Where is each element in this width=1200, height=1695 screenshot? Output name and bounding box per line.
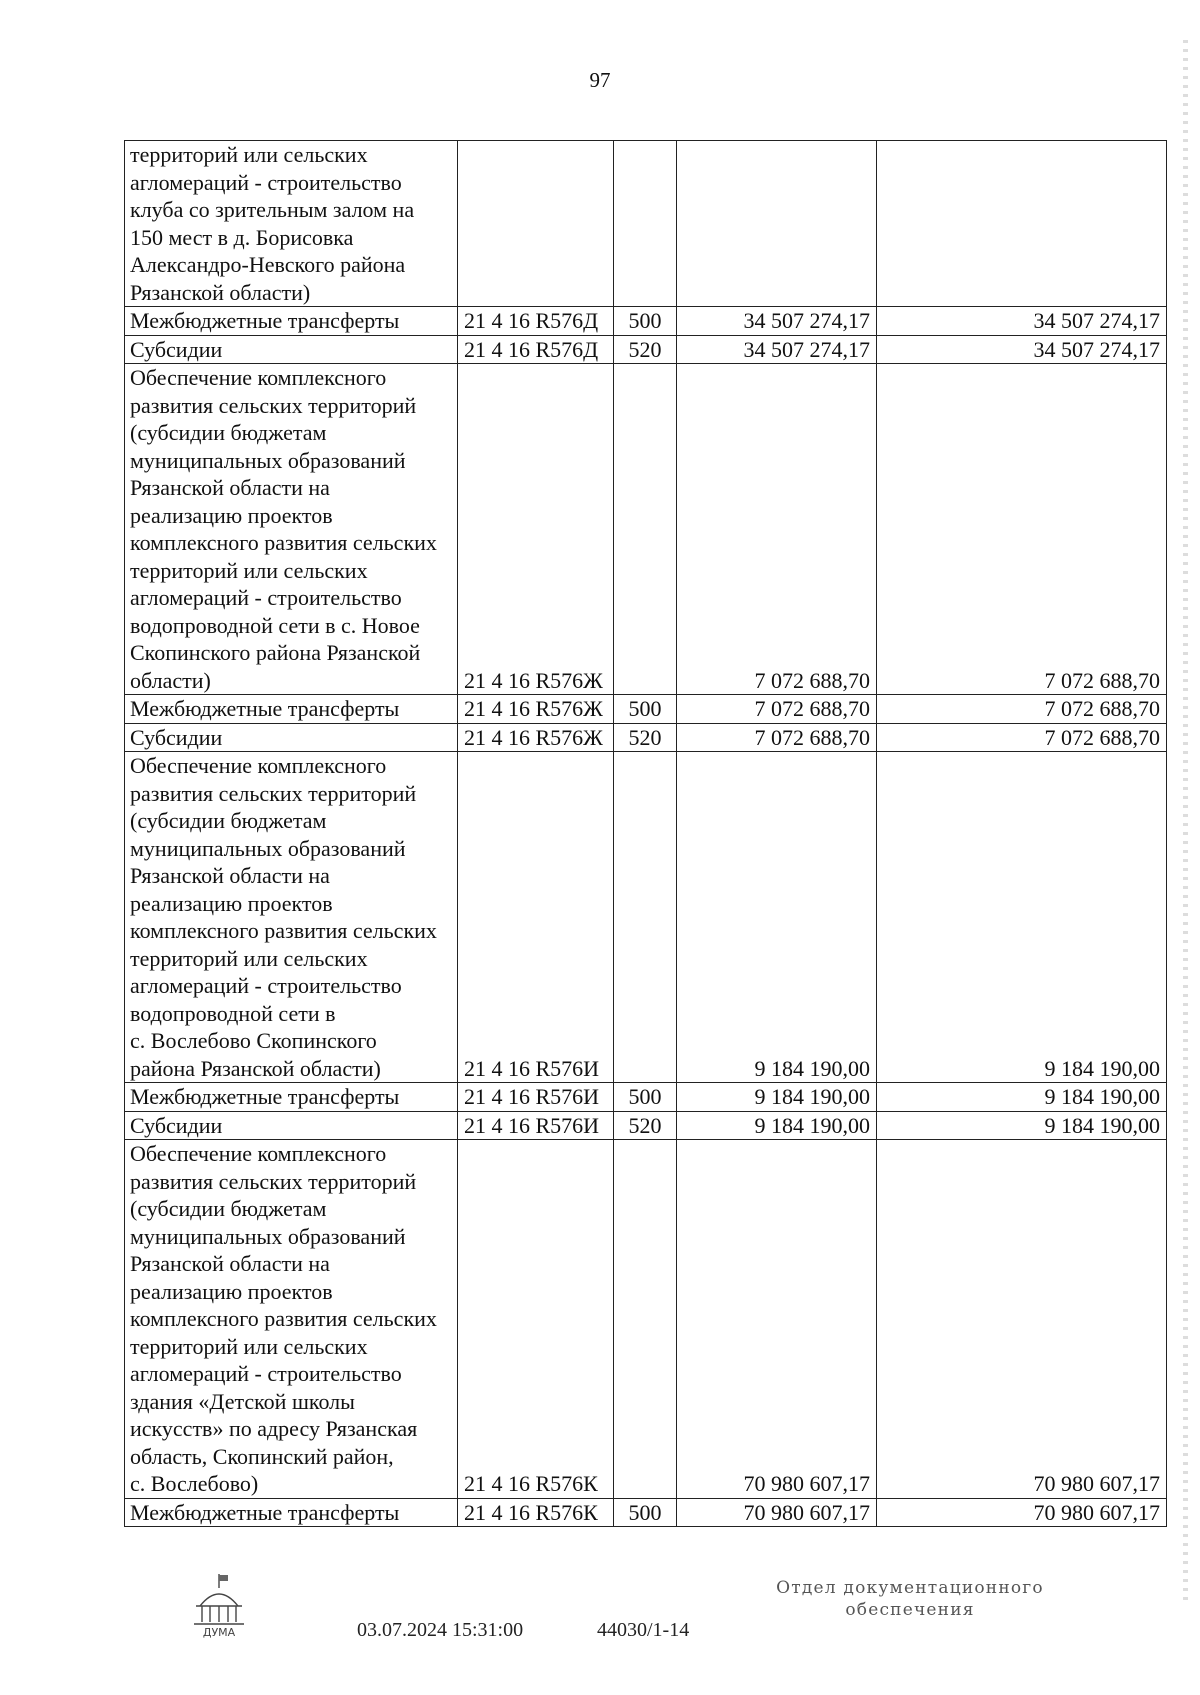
target-code-cell: 21 4 16 R576К	[458, 1140, 614, 1499]
row-name-line: муниципальных образований	[130, 447, 406, 473]
row-name-line: развития сельских территорий	[130, 1168, 417, 1194]
row-name-line: агломераций - строительство	[130, 169, 402, 195]
stamp-line-1: Отдел документационного	[776, 1578, 1044, 1598]
expense-type-cell: 500	[614, 1083, 677, 1112]
row-name-line: Рязанской области)	[130, 279, 311, 305]
table-row	[125, 1498, 1167, 1527]
table-row	[125, 141, 1167, 307]
amount-cell-approved: 70 980 607,17	[877, 1498, 1167, 1527]
amount-cell-approved: 7 072 688,70	[877, 695, 1167, 724]
expense-type-cell: 520	[614, 1111, 677, 1140]
row-name-line: искусств» по адресу Рязанская	[130, 1416, 418, 1441]
row-name-line: 150 мест в д. Борисовка	[130, 224, 354, 250]
target-code-cell: 21 4 16 R576Ж	[458, 695, 614, 724]
duma-logo	[188, 1572, 250, 1642]
row-name-line: агломераций - строительство	[130, 973, 402, 998]
row-name-line: территорий или сельских	[130, 557, 368, 583]
row-name-line: Рязанской области на	[130, 475, 330, 500]
target-code-cell: 21 4 16 R576Д	[458, 307, 614, 336]
table-row	[125, 752, 1167, 1083]
table-row	[125, 1111, 1167, 1140]
expense-type-cell: 500	[614, 695, 677, 724]
row-name-line: с. Вослебово)	[130, 1471, 259, 1496]
table-row	[125, 1140, 1167, 1499]
amount-cell: 70 980 607,17	[677, 1498, 877, 1527]
row-name-line: области)	[130, 667, 211, 693]
row-name-line: Субсидии	[130, 336, 223, 362]
row-name-line: агломераций - строительство	[130, 1361, 402, 1386]
row-name-line: комплексного развития сельских	[130, 918, 437, 943]
amount-cell-approved: 70 980 607,17	[877, 1140, 1167, 1499]
stamp-line-2: обеспечения	[845, 1600, 975, 1620]
row-name-line: (субсидии бюджетам	[130, 1196, 327, 1221]
table-row	[125, 364, 1167, 695]
row-name-cell	[125, 1083, 458, 1112]
amount-cell: 9 184 190,00	[677, 1083, 877, 1112]
row-name-line: Субсидии	[130, 1112, 223, 1138]
target-code-cell: 21 4 16 R576И	[458, 1111, 614, 1140]
table-row	[125, 1083, 1167, 1112]
row-name-line: развития сельских территорий	[130, 780, 417, 806]
table-row	[125, 695, 1167, 724]
expense-type-cell	[614, 752, 677, 1083]
row-name-line: Рязанской области на	[130, 1251, 330, 1276]
amount-cell	[677, 141, 877, 307]
row-name-line: реализацию проектов	[130, 1278, 333, 1304]
expense-type-cell	[614, 1140, 677, 1499]
row-name-line: Рязанской области на	[130, 863, 330, 888]
amount-cell: 7 072 688,70	[677, 364, 877, 695]
amount-cell-approved: 9 184 190,00	[877, 752, 1167, 1083]
amount-cell-approved: 34 507 274,17	[877, 335, 1167, 364]
amount-cell: 7 072 688,70	[677, 723, 877, 752]
amount-cell-approved: 34 507 274,17	[877, 307, 1167, 336]
amount-cell-approved: 7 072 688,70	[877, 723, 1167, 752]
department-stamp	[740, 1577, 1080, 1621]
row-name-line: территорий или сельских	[130, 142, 368, 167]
amount-cell: 34 507 274,17	[677, 335, 877, 364]
row-name-line: Межбюджетные трансферты	[130, 308, 400, 333]
target-code-cell: 21 4 16 R576И	[458, 752, 614, 1083]
target-code-cell: 21 4 16 R576К	[458, 1498, 614, 1527]
row-name-line: Скопинского района Рязанской	[130, 640, 421, 665]
amount-cell: 34 507 274,17	[677, 307, 877, 336]
row-name-line: территорий или сельских	[130, 1333, 368, 1359]
row-name-line: комплексного развития сельских	[130, 1306, 437, 1331]
budget-table	[124, 140, 1167, 1527]
row-name-line: комплексного развития сельских	[130, 530, 437, 555]
target-code-cell: 21 4 16 R576Ж	[458, 364, 614, 695]
amount-cell: 7 072 688,70	[677, 695, 877, 724]
row-name-line: развития сельских территорий	[130, 392, 417, 418]
table-row	[125, 307, 1167, 336]
row-name-line: Александро-Невского района	[130, 252, 406, 277]
row-name-line: водопроводной сети в	[130, 1000, 336, 1026]
amount-cell-approved: 7 072 688,70	[877, 364, 1167, 695]
row-name-line: водопроводной сети в с. Новое	[130, 612, 420, 638]
amount-cell-approved	[877, 141, 1167, 307]
row-name-line: Субсидии	[130, 724, 223, 750]
amount-cell-approved: 9 184 190,00	[877, 1083, 1167, 1112]
expense-type-cell: 520	[614, 723, 677, 752]
table-row	[125, 723, 1167, 752]
row-name-cell	[125, 307, 458, 336]
row-name-line: (субсидии бюджетам	[130, 420, 327, 445]
row-name-cell	[125, 1140, 458, 1499]
amount-cell: 70 980 607,17	[677, 1140, 877, 1499]
row-name-line: агломераций - строительство	[130, 585, 402, 610]
expense-type-cell	[614, 364, 677, 695]
row-name-line: с. Вослебово Скопинского	[130, 1028, 377, 1053]
row-name-line: клуба со зрительным залом на	[130, 197, 415, 222]
row-name-line: территорий или сельских	[130, 945, 368, 971]
row-name-line: района Рязанской области)	[130, 1055, 381, 1081]
row-name-cell	[125, 695, 458, 724]
expense-type-cell: 520	[614, 335, 677, 364]
target-code-cell: 21 4 16 R576Ж	[458, 723, 614, 752]
row-name-line: муниципальных образований	[130, 1223, 406, 1249]
row-name-cell	[125, 335, 458, 364]
row-name-cell	[125, 752, 458, 1083]
target-code-cell	[458, 141, 614, 307]
row-name-line: Межбюджетные трансферты	[130, 1499, 400, 1525]
svg-text:ДУМА: ДУМА	[202, 1626, 236, 1639]
row-name-line: реализацию проектов	[130, 502, 333, 528]
row-name-line: муниципальных образований	[130, 835, 406, 861]
target-code-cell: 21 4 16 R576И	[458, 1083, 614, 1112]
budget-table-body	[125, 141, 1167, 1527]
row-name-line: Межбюджетные трансферты	[130, 1084, 400, 1109]
expense-type-cell: 500	[614, 1498, 677, 1527]
row-name-line: Обеспечение комплексного	[130, 365, 387, 390]
footer-registration-number: 44030/1-14	[597, 1619, 690, 1641]
expense-type-cell: 500	[614, 307, 677, 336]
table-row	[125, 335, 1167, 364]
row-name-line: реализацию проектов	[130, 890, 333, 916]
footer-timestamp: 03.07.2024 15:31:00	[357, 1619, 524, 1641]
row-name-cell	[125, 1111, 458, 1140]
row-name-cell	[125, 141, 458, 307]
row-name-line: область, Скопинский район,	[130, 1443, 394, 1469]
row-name-line: (субсидии бюджетам	[130, 808, 327, 833]
expense-type-cell	[614, 141, 677, 307]
amount-cell: 9 184 190,00	[677, 1111, 877, 1140]
row-name-line: Обеспечение комплексного	[130, 753, 387, 778]
target-code-cell: 21 4 16 R576Д	[458, 335, 614, 364]
row-name-line: здания «Детской школы	[130, 1388, 355, 1414]
row-name-cell	[125, 1498, 458, 1527]
row-name-cell	[125, 723, 458, 752]
amount-cell-approved: 9 184 190,00	[877, 1111, 1167, 1140]
scan-edge-artifact	[1183, 40, 1188, 1600]
amount-cell: 9 184 190,00	[677, 752, 877, 1083]
row-name-line: Обеспечение комплексного	[130, 1141, 387, 1166]
page-number: 97	[589, 68, 611, 92]
row-name-line: Межбюджетные трансферты	[130, 696, 400, 721]
row-name-cell	[125, 364, 458, 695]
